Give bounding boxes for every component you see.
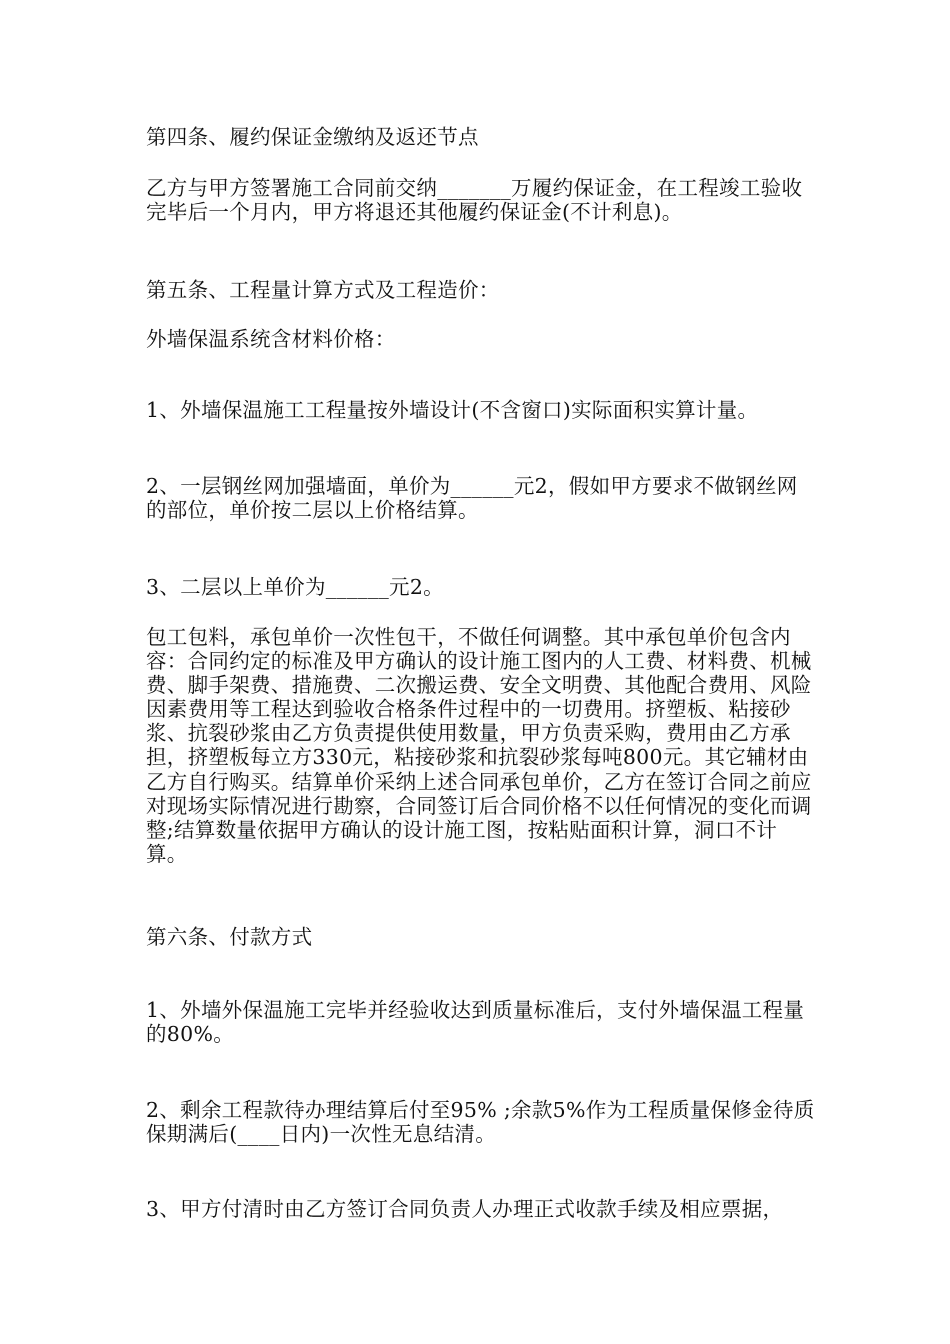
article-5-item-2: 2、一层钢丝网加强墙面，单价为______元2，假如甲方要求不做钢丝网的部位，单价按二层以上价格结算。: [146, 474, 798, 523]
article-5-item-1: 1、外墙保温施工工程量按外墙设计(不含窗口)实际面积实算计量。: [146, 398, 759, 422]
article-5-heading: 第五条、工程量计算方式及工程造价：: [146, 278, 500, 302]
article-5-item-3: 3、二层以上单价为______元2。: [146, 575, 444, 599]
article-6-item-1: 1、外墙外保温施工完毕并经验收达到质量标准后，支付外墙保温工程量的80%。: [146, 998, 805, 1047]
article-4-heading: 第四条、履约保证金缴纳及返还节点: [146, 125, 479, 149]
article-6-item-2: 2、剩余工程款待办理结算后付至95% ;余款5%作为工程质量保修金待质保期满后(____日内)一次性无息结清。: [146, 1098, 815, 1147]
article-5-pricing-body: 包工包料，承包单价一次性包干，不做任何调整。其中承包单价包含内容：合同约定的标准及甲方确认的设计施工图内的人工费、材料费、机械费、脚手架费、措施费、二次搬运费、安全文明费、其他配合费用、风险因素费用等工程达到验收合格条件过程中的一切费用。挤塑板、粘接砂浆、抗裂砂浆由乙方负责提供使用数量，甲方负责采购，费用由乙方承担，挤塑板每立方330元，粘接砂浆和抗裂砂浆每吨800元。其它辅材由乙方自行购买。结算单价采纳上述合同承包单价，乙方在签订合同之前应对现场实际情况进行勘察，合同签订后合同价格不以任何情况的变化而调整;结算数量依据甲方确认的设计施工图，按粘贴面积计算，洞口不计算。: [146, 625, 812, 866]
article-6-item-3: 3、甲方付清时由乙方签订合同负责人办理正式收款手续及相应票据，: [146, 1197, 784, 1221]
article-6-heading: 第六条、付款方式: [146, 925, 313, 949]
article-4-body: 乙方与甲方签署施工合同前交纳_______万履约保证金，在工程竣工验收完毕后一个月内，甲方将退还其他履约保证金(不计利息)。: [146, 176, 803, 225]
article-5-subheading: 外墙保温系统含材料价格：: [146, 327, 396, 351]
